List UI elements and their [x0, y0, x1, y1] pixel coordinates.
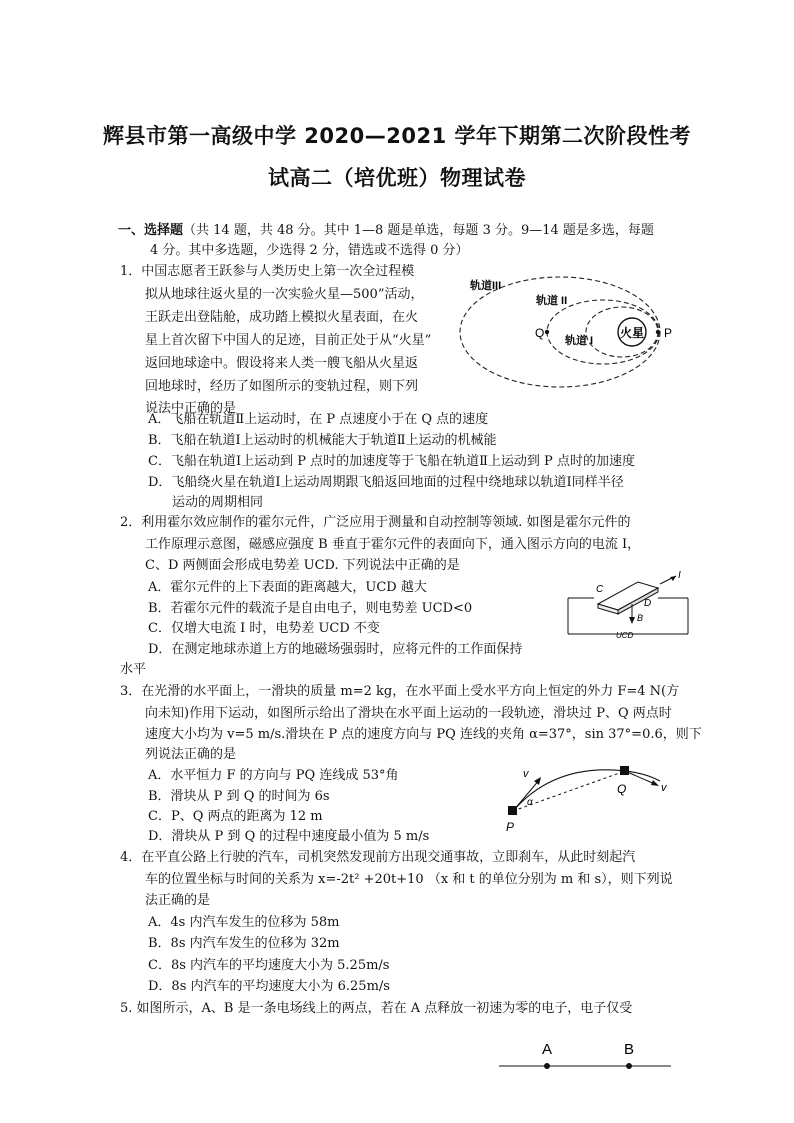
q1-stem-line: 回地球时，经历了如图所示的变轨过程，则下列	[145, 379, 419, 394]
q1-stem-line: 说法中正确的是	[145, 401, 237, 416]
q3-option-c: C．P、Q 两点的距离为 12 m	[148, 809, 323, 824]
orbit3-label: 轨道III	[470, 280, 502, 292]
q4-option-b: B．8s 内汽车发生的位移为 32m	[148, 936, 340, 951]
p-point-label: P	[506, 820, 515, 834]
v-label-q: v	[661, 782, 667, 794]
q2-hall-figure	[560, 568, 695, 640]
q4-stem-line: 法正确的是	[145, 893, 211, 908]
q5-stem-line: 5. 如图所示，A、B 是一条电场线上的两点，若在 A 点释放一初速为零的电子，电子仅受	[120, 1001, 633, 1016]
exam-title-line1: 辉县市第一高级中学 2020—2021 学年下期第二次阶段性考	[102, 124, 691, 148]
point-b	[626, 1063, 632, 1069]
ucd-label: UCD	[616, 631, 634, 640]
q1-stem-line: 王跃走出登陆舱，成功踏上模拟火星表面，在火	[145, 310, 419, 325]
point-a	[544, 1063, 550, 1069]
q3-stem-line: 向未知)作用下运动，如图所示给出了滑块在水平面上运动的一段轨迹，滑块过 P、Q 两点时	[145, 706, 672, 721]
mars-label: 火星	[619, 326, 645, 340]
section-desc-2: 4 分。其中多选题，少选得 2 分，错选或不选得 0 分）	[150, 243, 469, 258]
q4-stem-line: 4．在平直公路上行驶的汽车，司机突然发现前方出现交通事故，立即刹车，从此时刻起汽	[120, 850, 636, 865]
b-field-arrowhead	[629, 617, 635, 624]
section-heading: 一、选择题	[118, 223, 184, 238]
block-at-p	[508, 806, 517, 815]
velocity-p-arrowhead	[534, 777, 541, 785]
q4-option-d: D．8s 内汽车的平均速度大小为 6.25m/s	[148, 979, 390, 994]
p-label: P	[664, 326, 673, 340]
section-desc-1: （共 14 题，共 48 分。其中 1—8 题是单选，每题 3 分。9—14 题是多选，每题	[183, 223, 654, 238]
q3-stem-line: 3．在光滑的水平面上，一滑块的质量 m=2 kg，在水平面上受水平方向上恒定的外力 F=4 N(方	[120, 684, 680, 699]
q1-option-a: A．飞船在轨道Ⅱ上运动时，在 P 点速度小于在 Q 点的速度	[148, 412, 489, 427]
q1-stem-line: 1．中国志愿者王跃参与人类历史上第一次全过程模	[120, 264, 415, 279]
q3-stem-line: 列说法正确的是	[145, 747, 237, 762]
q4-stem-line: 车的位置坐标与时间的关系为 x=-2t² +20t+10 （x 和 t 的单位分别为 m 和 s），则下列说	[145, 872, 673, 887]
point-q	[545, 330, 549, 334]
q1-stem-line: 星上首次留下中国人的足迹，目前正处于从“火星”	[145, 333, 432, 348]
q1-stem-line: 返回地球途中。假设将来人类一艘飞船从火星返	[145, 356, 419, 371]
q2-stem-line: 2．利用霍尔效应制作的霍尔元件，广泛应用于测量和自动控制等领域. 如图是霍尔元件的	[120, 515, 631, 530]
side-c-label: C	[596, 584, 604, 595]
orbit2-label: 轨道 II	[536, 295, 568, 307]
q-label: Q	[535, 326, 545, 340]
q4-option-a: A．4s 内汽车发生的位移为 58m	[148, 915, 340, 930]
section-instructions-line1	[118, 222, 654, 240]
current-label: I	[678, 570, 681, 581]
point-p	[656, 330, 660, 334]
q2-stem-line: 工作原理示意图，磁感应强度 B 垂直于霍尔元件的表面向下，通入图示方向的电流 I，	[145, 537, 641, 552]
q2-option-d-cont: 水平	[120, 662, 147, 677]
q2-option-a: A．霍尔元件的上下表面的距离越大，UCD 越大	[148, 580, 427, 595]
q5-field-line-figure	[495, 1036, 675, 1080]
q1-option-b: B．飞船在轨道Ⅰ上运动时的机械能大于轨道Ⅱ上运动的机械能	[148, 433, 497, 448]
q3-trajectory-figure	[495, 763, 685, 835]
q1-option-d-cont: 运动的周期相同	[172, 495, 264, 510]
v-label-p: v	[523, 768, 529, 780]
q3-stem-line: 速度大小均为 v=5 m/s.滑块在 P 点的速度方向与 PQ 连线的夹角 α=37°，sin 37°=0.6，则下	[145, 727, 702, 742]
alpha-label: α	[527, 797, 533, 808]
a-label: A	[541, 1041, 553, 1058]
exam-title-line2: 试高二（培优班）物理试卷	[268, 166, 526, 190]
block-at-q	[620, 766, 629, 775]
b-label: B	[623, 1041, 635, 1058]
q2-option-c: C．仅增大电流 I 时，电势差 UCD 不变	[148, 621, 380, 636]
velocity-q-arrowhead	[651, 780, 659, 786]
q3-option-b: B．滑块从 P 到 Q 的时间为 6s	[148, 789, 330, 804]
q2-option-b: B．若霍尔元件的载流子是自由电子，则电势差 UCD<0	[148, 601, 473, 616]
trajectory-curve	[513, 770, 660, 811]
q-point-label: Q	[617, 782, 627, 796]
b-label: B	[637, 613, 644, 623]
q2-option-d: D．在测定地球赤道上方的地磁场强弱时，应将元件的工作面保持	[148, 642, 523, 657]
q3-option-d: D．滑块从 P 到 Q 的过程中速度最小值为 5 m/s	[148, 829, 430, 844]
q1-option-c: C．飞船在轨道Ⅰ上运动到 P 点时的加速度等于飞船在轨道Ⅱ上运动到 P 点时的加速度	[148, 454, 635, 469]
q1-stem-line: 拟从地球往返火星的一次实验火星—500”活动，	[145, 287, 424, 302]
q1-option-d: D．飞船绕火星在轨道Ⅰ上运动周期跟飞船返回地面的过程中绕地球以轨道Ⅰ同样半径	[148, 475, 624, 490]
side-d-label: D	[644, 598, 652, 609]
q3-option-a: A．水平恒力 F 的方向与 PQ 连线成 53°角	[148, 768, 399, 783]
q2-stem-line: C、D 两侧面会形成电势差 UCD. 下列说法中正确的是	[145, 558, 460, 573]
q1-orbit-figure	[440, 270, 690, 405]
q4-option-c: C．8s 内汽车的平均速度大小为 5.25m/s	[148, 958, 390, 973]
orbit1-label: 轨道 I	[565, 335, 594, 347]
